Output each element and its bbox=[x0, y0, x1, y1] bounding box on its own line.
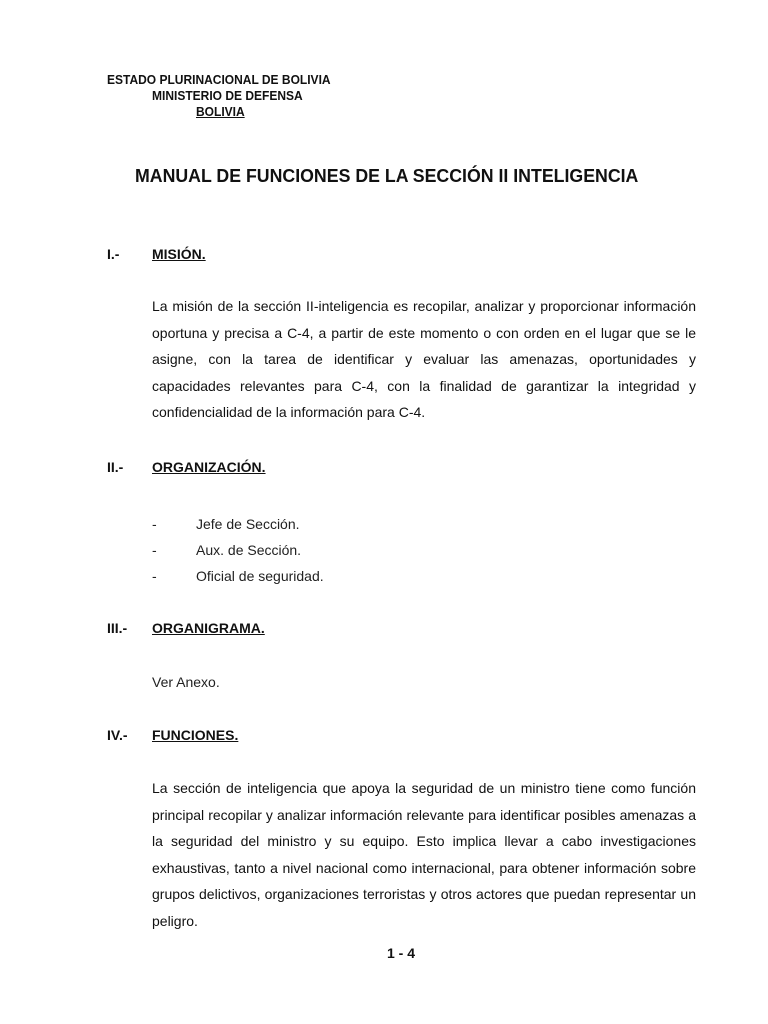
section-text-mision: La misión de la sección II-inteligencia es recopilar, analizar y proporcionar información oportuna y precisa a C-4, a partir de este momento o con orden en el lugar que se le asigne, con la tarea de identificar y evaluar las amenazas, oportunidades y capacidades relevantes para C-4, con la finalidad de garantizar la integridad y confidencialidad de la información para C-4. bbox=[152, 298, 696, 420]
list-bullet: - bbox=[152, 516, 157, 532]
list-item-label: Jefe de Sección. bbox=[196, 516, 300, 532]
section-number-organigrama: III.- bbox=[107, 620, 128, 636]
list-item-label: Aux. de Sección. bbox=[196, 542, 302, 558]
list-item bbox=[152, 563, 552, 589]
organization-list bbox=[152, 511, 552, 589]
header-line-bolivia: BOLIVIA bbox=[196, 105, 245, 119]
section-text-funciones: La sección de inteligencia que apoya la seguridad de un ministro tiene como función principal recopilar y analizar información relevante para identificar posibles amenazas a la seguridad del ministro y su equipo. Esto implica llevar a cabo investigaciones exhaustivas, tanto a nivel nacional como internacional, para obtener información sobre grupos delictivos, organizaciones terroristas y otros actores que puedan representar un peligro. bbox=[152, 780, 696, 929]
section-heading-mision: MISIÓN. bbox=[152, 246, 206, 262]
section-heading-organigrama: ORGANIGRAMA. bbox=[152, 620, 265, 636]
list-item-label: Oficial de seguridad. bbox=[196, 568, 324, 584]
section-text-organigrama: Ver Anexo. bbox=[152, 674, 220, 690]
section-heading-organizacion: ORGANIZACIÓN. bbox=[152, 459, 266, 475]
section-number-mision: I.- bbox=[107, 246, 120, 262]
list-item bbox=[152, 537, 552, 563]
section-heading-funciones: FUNCIONES. bbox=[152, 727, 239, 743]
list-item bbox=[152, 511, 552, 537]
header-line-estado: ESTADO PLURINACIONAL DE BOLIVIA bbox=[107, 73, 331, 87]
list-bullet: - bbox=[152, 568, 157, 584]
header-line-ministerio: MINISTERIO DE DEFENSA bbox=[152, 89, 303, 103]
document-title: MANUAL DE FUNCIONES DE LA SECCIÓN II INTELIGENCIA bbox=[135, 166, 639, 186]
section-number-organizacion: II.- bbox=[107, 459, 124, 475]
section-number-funciones: IV.- bbox=[107, 727, 128, 743]
list-bullet: - bbox=[152, 542, 157, 558]
page-number: 1 - 4 bbox=[386, 945, 415, 961]
